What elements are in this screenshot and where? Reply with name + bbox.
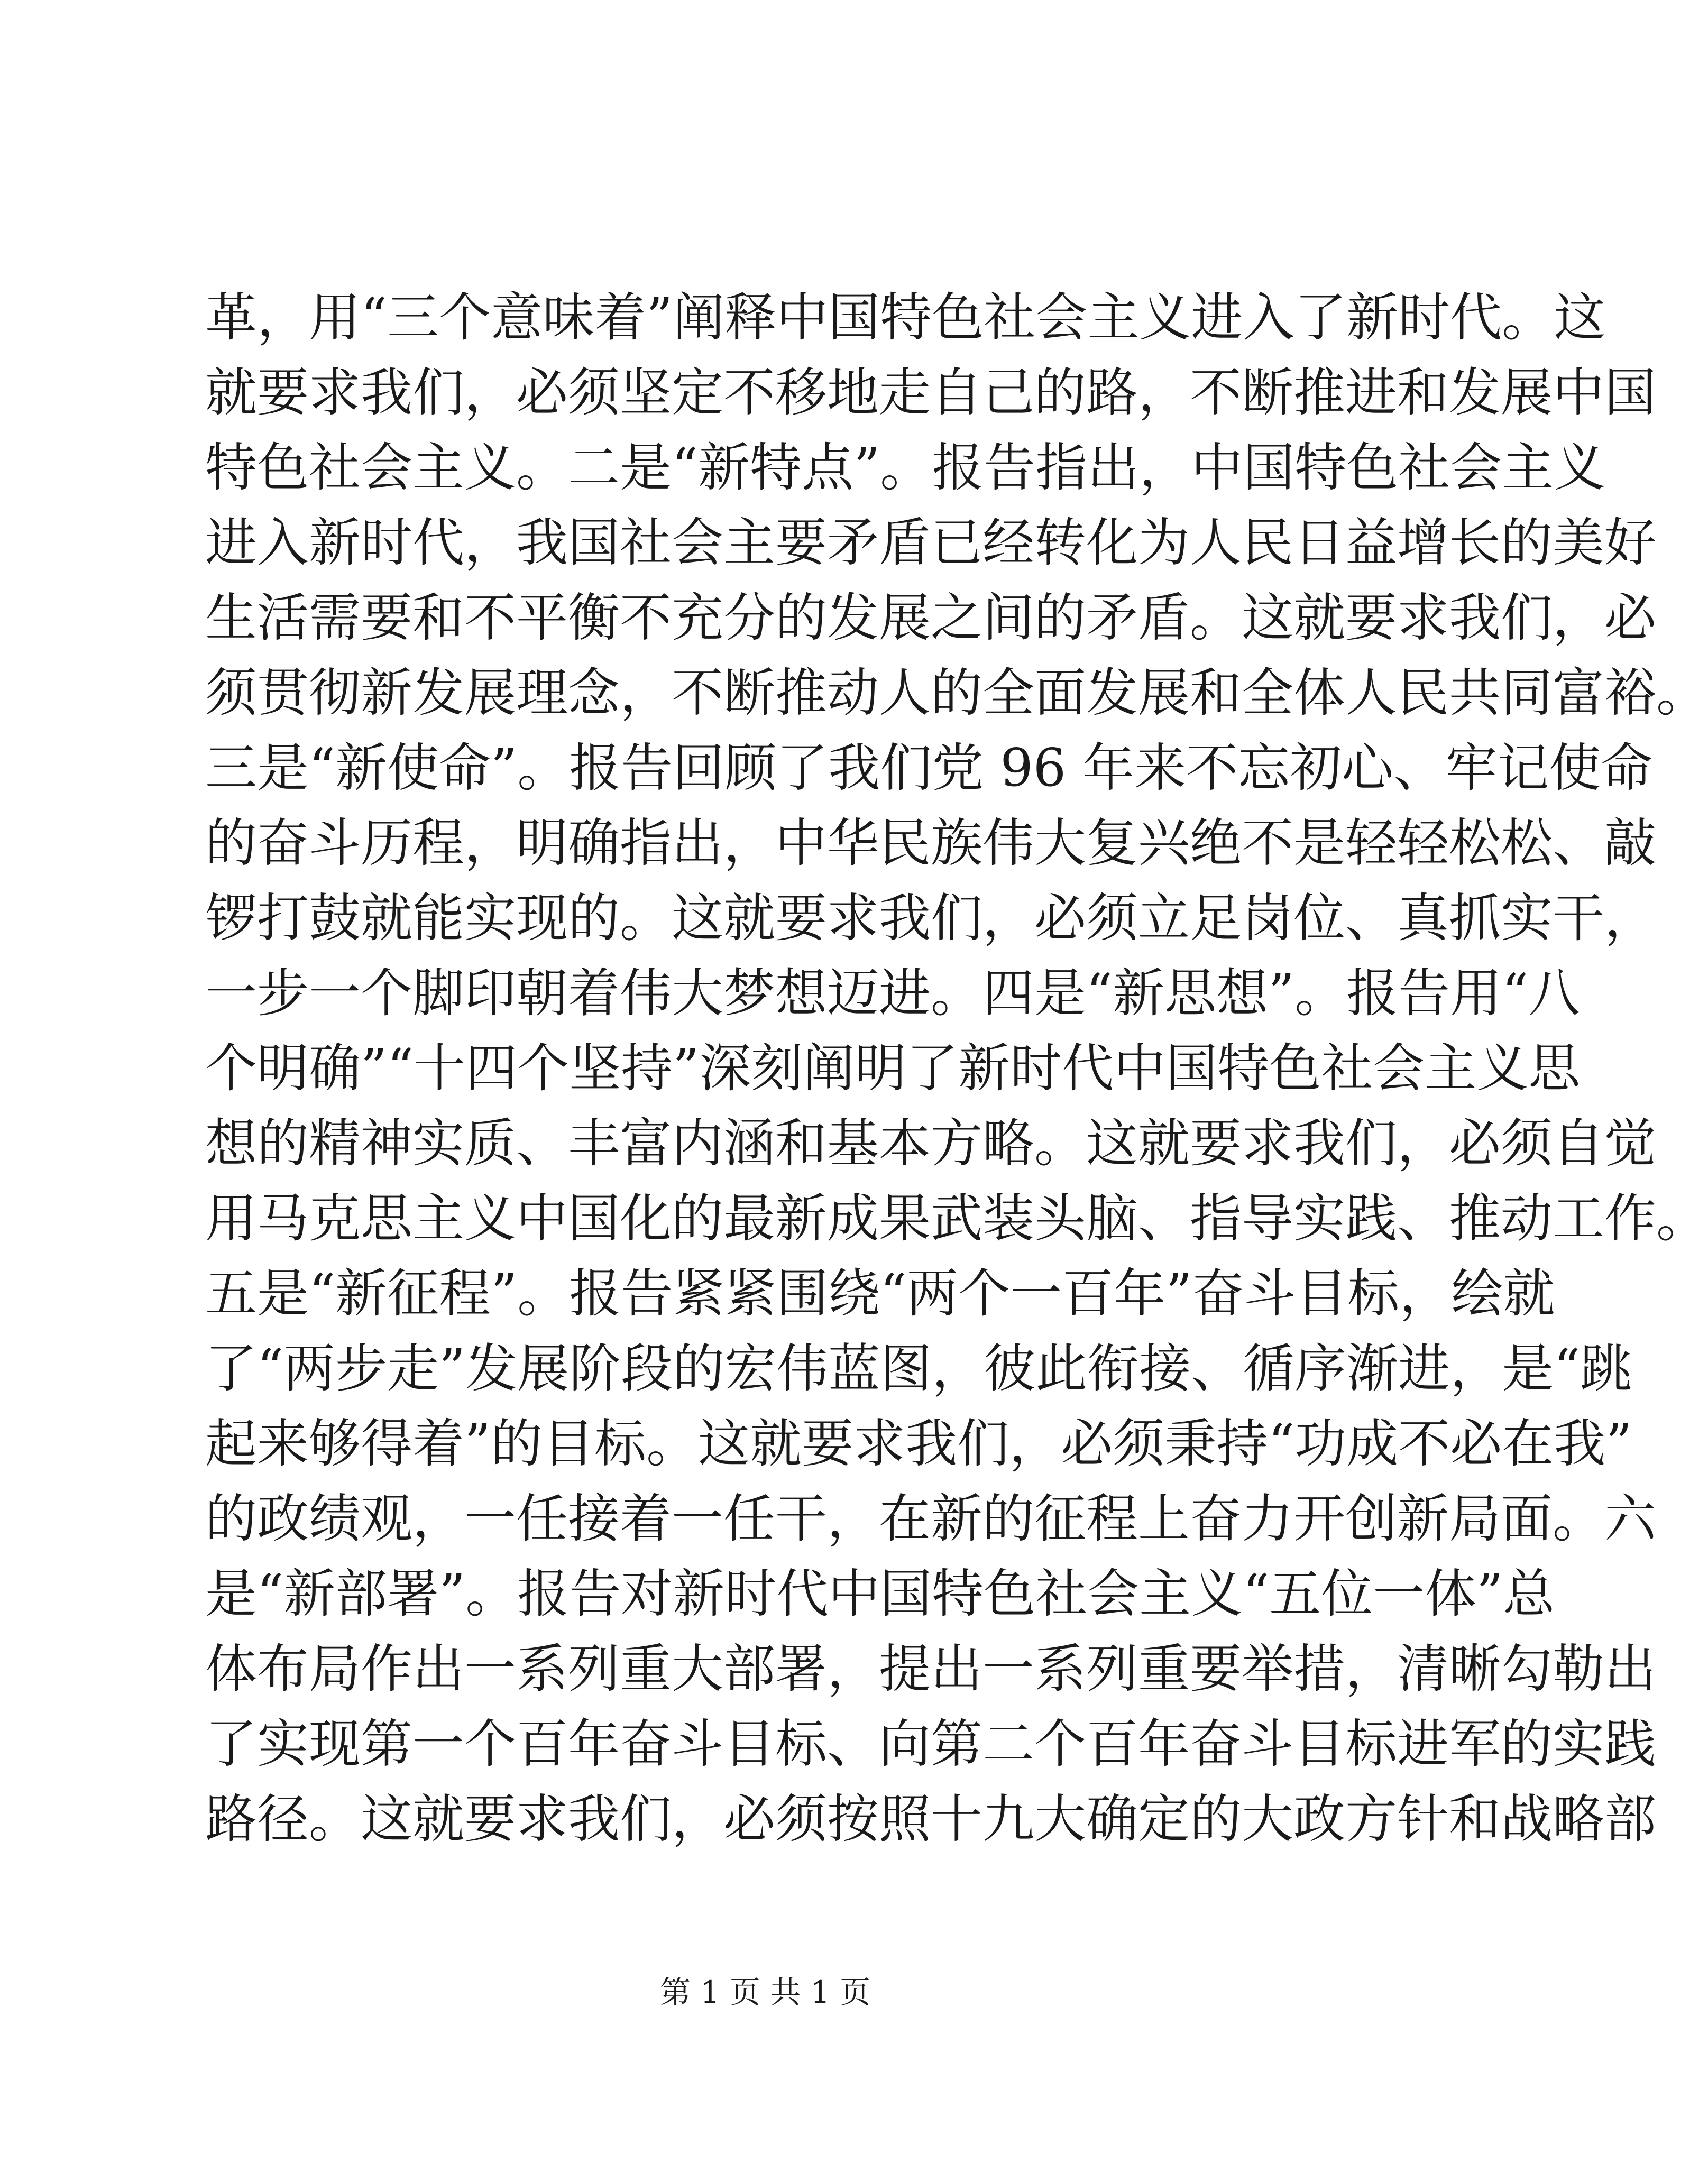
text-line: 用马克思主义中国化的最新成果武装头脑、指导实践、推动工作。 [205, 1189, 1708, 1249]
text-line: 的政绩观，一任接着一任干，在新的征程上奋力开创新局面。六 [205, 1489, 1657, 1549]
text-line: 革，用“三个意味着”阐释中国特色社会主义进入了新时代。这 [205, 288, 1606, 348]
text-line: 须贯彻新发展理念，不断推动人的全面发展和全体人民共同富裕。 [205, 663, 1708, 723]
body-text [205, 280, 1708, 1857]
text-line: 想的精神实质、丰富内涵和基本方略。这就要求我们，必须自觉 [205, 1113, 1657, 1174]
text-line: 了“两步走”发展阶段的宏伟蓝图，彼此衔接、循序渐进，是“跳 [205, 1339, 1632, 1399]
text-line: 特色社会主义。二是“新特点”。报告指出，中国特色社会主义 [205, 438, 1606, 498]
text-line: 就要求我们，必须坚定不移地走自己的路，不断推进和发展中国 [205, 363, 1657, 423]
text-line: 起来够得着”的目标。这就要求我们，必须秉持“功成不必在我” [205, 1414, 1632, 1474]
text-line: 了实现第一个百年奋斗目标、向第二个百年奋斗目标进军的实践 [205, 1714, 1657, 1774]
text-line: 是“新部署”。报告对新时代中国特色社会主义“五位一体”总 [205, 1564, 1555, 1624]
text-line: 锣打鼓就能实现的。这就要求我们，必须立足岗位、真抓实干， [205, 888, 1657, 949]
text-line: 个明确”“十四个坚持”深刻阐明了新时代中国特色社会主义思 [205, 1038, 1581, 1099]
text-line: 生活需要和不平衡不充分的发展之间的矛盾。这就要求我们，必 [205, 588, 1657, 648]
text-line: 体布局作出一系列重大部署，提出一系列重要举措，清晰勾勒出 [205, 1639, 1657, 1699]
text-line: 一步一个脚印朝着伟大梦想迈进。四是“新思想”。报告用“八 [205, 963, 1581, 1024]
text-line: 路径。这就要求我们，必须按照十九大确定的大政方针和战略部 [205, 1789, 1657, 1849]
text-line: 的奋斗历程，明确指出，中华民族伟大复兴绝不是轻轻松松、敲 [205, 813, 1657, 873]
text-line: 五是“新征程”。报告紧紧围绕“两个一百年”奋斗目标，绘就 [205, 1264, 1555, 1324]
page-footer: 第 1 页 共 1 页 [660, 1974, 870, 2010]
text-line: 三是“新使命”。报告回顾了我们党 96 年来不忘初心、牢记使命 [205, 738, 1653, 798]
text-line: 进入新时代，我国社会主要矛盾已经转化为人民日益增长的美好 [205, 513, 1657, 573]
